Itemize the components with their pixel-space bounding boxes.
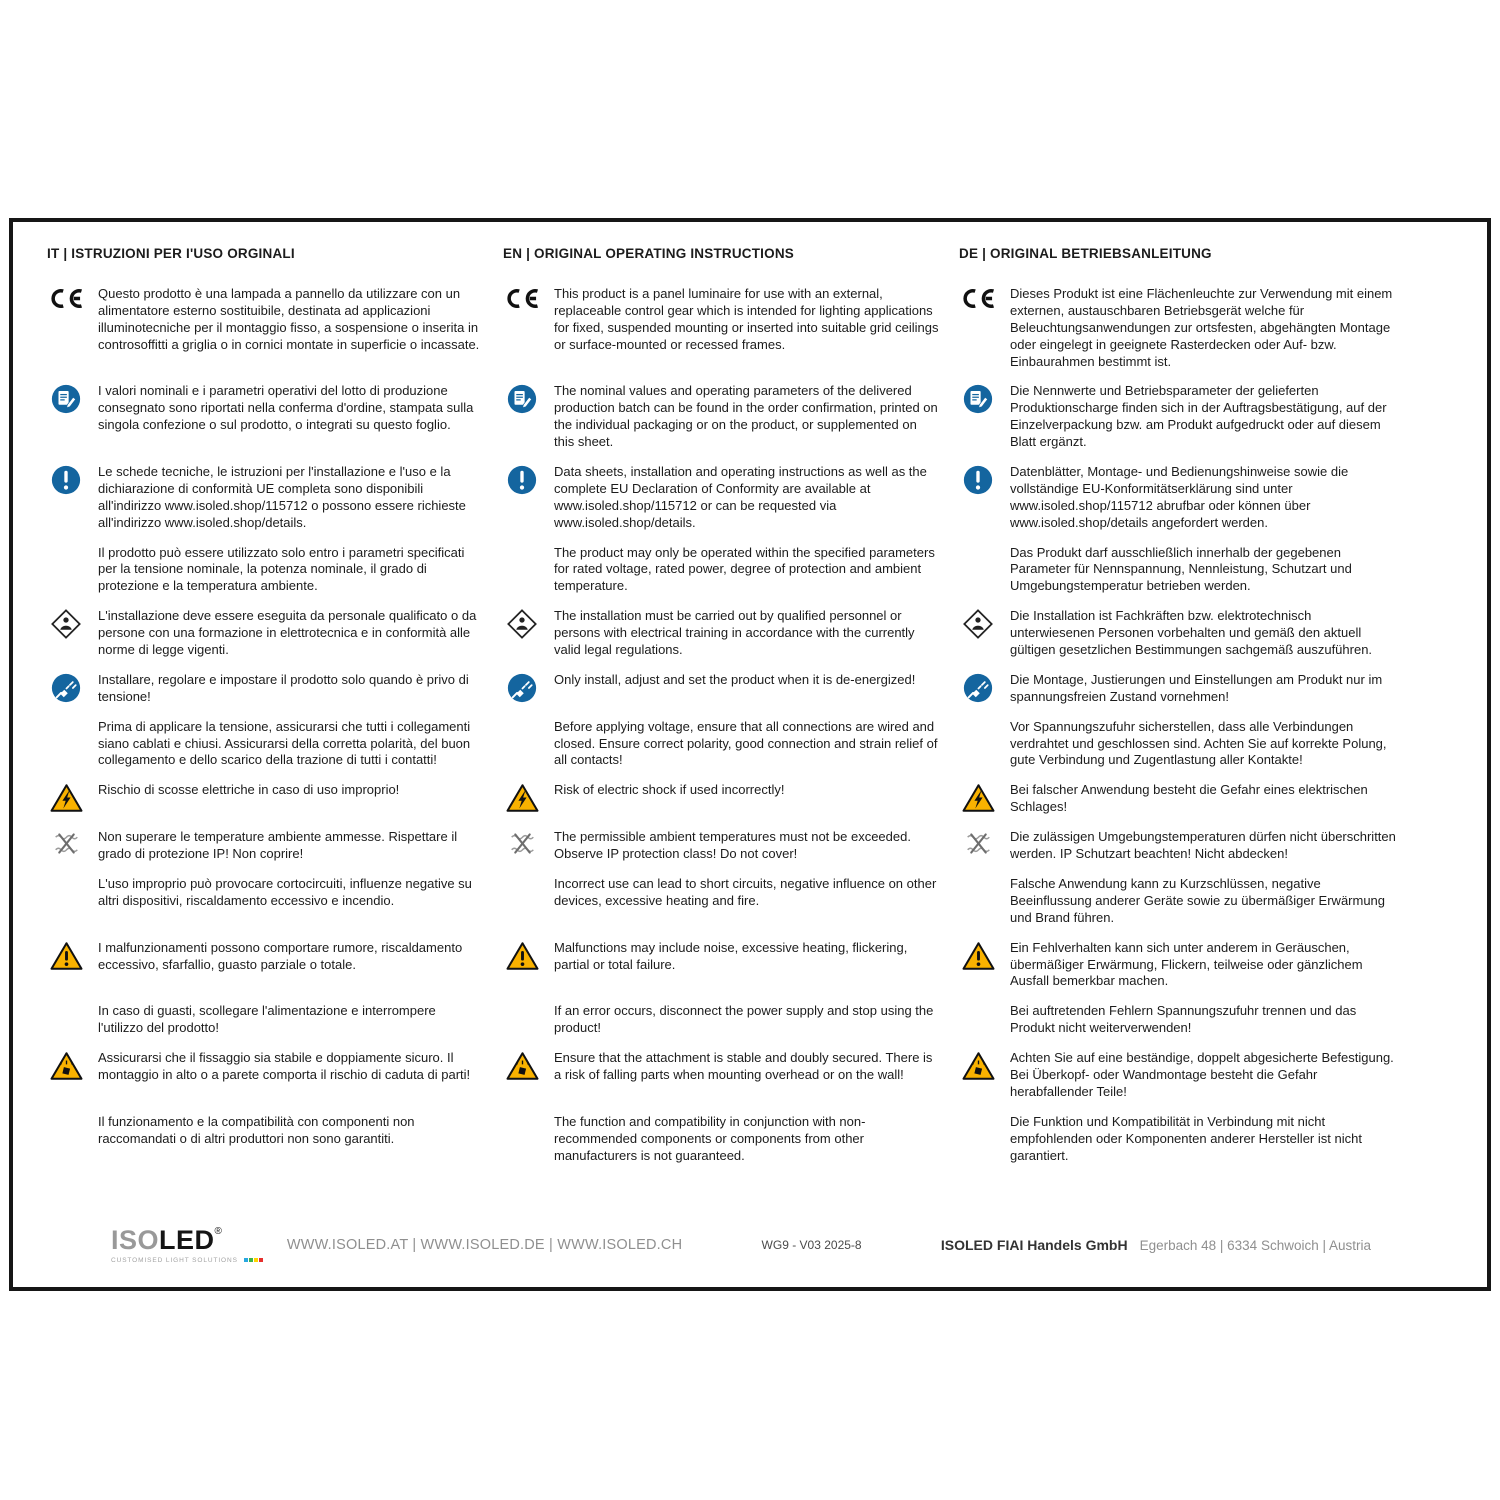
instruction-text: Incorrect use can lead to short circuits, negative influence on other devices, excessive heating and fire. xyxy=(554,875,937,908)
ce-mark-icon xyxy=(47,286,85,370)
icon-spacer xyxy=(959,719,997,770)
instruction-text: I malfunzionamenti possono comportare rumore, riscaldamento eccessivo, sfarfallio, guasto parziale o totale. xyxy=(98,939,463,972)
disconnect-power-icon xyxy=(503,672,541,706)
icon-spacer xyxy=(503,719,541,770)
logo-subline xyxy=(111,1257,263,1264)
instruction-text: L'uso improprio può provocare cortocircuiti, influenze negative su altri dispositivi, riscaldamento eccessivo e incendio. xyxy=(98,875,472,908)
company-name: ISOLED FIAI Handels GmbH xyxy=(940,1237,1128,1253)
electric-shock-warning-icon xyxy=(47,782,85,816)
icon-spacer xyxy=(503,545,541,596)
website-links: WWW.ISOLED.AT | WWW.ISOLED.DE | WWW.ISOLED.CH xyxy=(286,1237,683,1253)
instruction-text: Assicurarsi che il fissaggio sia stabile e doppiamente sicuro. Il montaggio in alto o a parete comporta il rischio di caduta di parti! xyxy=(98,1050,471,1082)
icon-spacer xyxy=(959,876,997,927)
falling-parts-warning-icon xyxy=(503,1050,541,1101)
ambient-temperature-icon xyxy=(47,829,85,863)
instruction-text: Falsche Anwendung kann zu Kurzschlüssen, negative Beeinflussung anderer Geräte sowie zu übermäßiger Erwärmung und Brand führen. xyxy=(1010,875,1386,925)
instruction-text: Das Produkt darf ausschließlich innerhalb der gegebenen Parameter für Nennspannung, Nennleistung, Schutzart und Umgebungstemperatur betrieben werden. xyxy=(1010,544,1352,594)
company-info xyxy=(941,1237,1371,1253)
electric-shock-warning-icon xyxy=(959,782,997,816)
instruction-text: Die Installation ist Fachkräften bzw. elektrotechnisch unterwiesenen Personen vorbehalten und gemäß den aktuell gültigen gesetzlichen Bestimmungen sachgemäß auszuführen. xyxy=(1010,608,1373,658)
registered-trademark-icon: ® xyxy=(214,1225,223,1237)
instruction-text: This product is a panel luminaire for use with an external, replaceable control gear which is intended for lighting applications for fixed, suspended mounting or inserted into suitable grid ceilings or surface-mounted or recessed frames. xyxy=(554,286,939,352)
instruction-text: Datenblätter, Montage- und Bedienungshinweise sowie die vollständige EU-Konformitätserklärung sind unter www.isoled.shop/115712 abrufbar oder können über www.isoled.shop/details angefordert werden. xyxy=(1010,464,1349,530)
general-warning-icon xyxy=(959,940,997,991)
icon-spacer xyxy=(959,1003,997,1037)
instruction-text: Il funzionamento e la compatibilità con componenti non raccomandati o di altri produttori non sono garantiti. xyxy=(98,1113,415,1146)
document-frame xyxy=(9,218,1491,1291)
instruction-text: Dieses Produkt ist eine Flächenleuchte zur Verwendung mit einem externen, austauschbaren Betriebsgerät welche für Beleuchtungsanwendungen zur ortsfesten, abgehängten Montage oder eingelegt in geeignete Rasterdecken oder Auf- bzw. Einbaurahmen bestimmt ist. xyxy=(1010,286,1393,369)
instruction-text: The product may only be operated within the specified parameters for rated voltage, rated power, degree of protection and ambient temperature. xyxy=(554,544,935,594)
isoled-logo xyxy=(111,1224,263,1264)
ce-mark-icon xyxy=(503,286,541,370)
icon-spacer xyxy=(959,545,997,596)
falling-parts-warning-icon xyxy=(47,1050,85,1101)
ambient-temperature-icon xyxy=(503,829,541,863)
instruction-text: Ein Fehlverhalten kann sich unter anderem in Geräuschen, übermäßiger Erwärmung, Flickern, teilweise oder gänzlichem Ausfall bemerkbar machen. xyxy=(1010,939,1363,989)
column-title-de: DE | ORIGINAL BETRIEBSANLEITUNG xyxy=(959,246,1212,261)
instruction-text: Data sheets, installation and operating instructions as well as the complete EU Declaration of Conformity are available at www.isoled.shop/115712 or can be requested via www.isoled.shop/details. xyxy=(554,464,927,530)
icon-spacer xyxy=(503,1003,541,1037)
instruction-text: The installation must be carried out by qualified personnel or persons with electrical training in accordance with the currently valid legal regulations. xyxy=(554,608,915,658)
instruction-text: In caso di guasti, scollegare l'alimentazione e interrompere l'utilizzo del prodotto! xyxy=(98,1003,436,1036)
icon-spacer xyxy=(47,719,85,770)
icon-spacer xyxy=(47,1114,85,1165)
instruction-text: Bei auftretenden Fehlern Spannungszufuhr trennen und das Produkt nicht weiterverwenden! xyxy=(1010,1003,1357,1036)
instruction-text: The function and compatibility in conjunction with non-recommended components or components from other manufacturers is not guaranteed. xyxy=(554,1113,866,1163)
instruction-text: The nominal values and operating parameters of the delivered production batch can be found in the order confirmation, printed on the individual packaging or on the product, or supplemented on this sheet. xyxy=(554,383,938,450)
disconnect-power-icon xyxy=(959,672,997,706)
instruction-text: I valori nominali e i parametri operativi del lotto di produzione consegnato sono riportati nella conferma d'ordine, stampata sulla singola confezione o sul prodotto, o integrati su questo foglio. xyxy=(98,383,474,433)
ce-mark-icon xyxy=(959,286,997,370)
icon-spacer xyxy=(47,545,85,596)
instruction-text: Prima di applicare la tensione, assicurarsi che tutti i collegamenti siano cablati e chiusi. Assicurarsi della corretta polarità, del buon collegamento e dello scarico della trazione di tutti i contatti! xyxy=(98,718,471,768)
instruction-text: L'installazione deve essere eseguita da personale qualificato o da persone con una formazione in elettrotecnica e in conformità alle norme di legge vigenti. xyxy=(98,608,477,658)
instruction-text: The permissible ambient temperatures must not be exceeded. Observe IP protection class! Do not cover! xyxy=(554,829,911,862)
logo-text-led: LED xyxy=(159,1224,215,1255)
instruction-text: Only install, adjust and set the product when it is de-energized! xyxy=(554,671,916,687)
column-title-en: EN | ORIGINAL OPERATING INSTRUCTIONS xyxy=(503,246,794,261)
instruction-text: If an error occurs, disconnect the power supply and stop using the product! xyxy=(554,1003,934,1036)
instruction-text: Risk of electric shock if used incorrectly! xyxy=(554,782,785,798)
falling-parts-warning-icon xyxy=(959,1050,997,1101)
logo-tagline: CUSTOMISED LIGHT SOLUTIONS xyxy=(111,1256,238,1264)
instruction-text: Non superare le temperature ambiente ammesse. Rispettare il grado di protezione IP! Non coprire! xyxy=(98,829,458,862)
logo-text-iso: ISO xyxy=(111,1224,160,1255)
column-title-it: IT | ISTRUZIONI PER I'USO ORGINALI xyxy=(47,246,295,261)
disconnect-power-icon xyxy=(47,672,85,706)
instruction-text: Die zulässigen Umgebungstemperaturen dürfen nicht überschritten werden. IP Schutzart beachten! Nicht abdecken! xyxy=(1010,829,1396,862)
logo-color-pixels-icon xyxy=(244,1258,263,1262)
important-information-icon xyxy=(959,464,997,532)
instruction-text: Before applying voltage, ensure that all connections are wired and closed. Ensure correct polarity, good connection and strain relief of all contacts! xyxy=(554,718,938,768)
general-warning-icon xyxy=(503,940,541,991)
important-information-icon xyxy=(503,464,541,532)
document-code: WG9 - V03 2025-8 xyxy=(761,1238,862,1252)
company-address: Egerbach 48 | 6334 Schwoich | Austria xyxy=(1139,1238,1371,1253)
instruction-text: Le schede tecniche, le istruzioni per l'installazione e l'uso e la dichiarazione di conformità UE completa sono disponibili all'indirizzo www.isoled.shop/115712 o possono essere richieste all'indirizzo www.isoled.shop/details. xyxy=(98,464,466,530)
instruction-text: Die Funktion und Kompatibilität in Verbindung mit nicht empfohlenden oder Komponenten anderer Hersteller ist nicht garantiert. xyxy=(1010,1113,1362,1163)
icon-spacer xyxy=(959,1114,997,1165)
general-warning-icon xyxy=(47,940,85,991)
logo-wordmark xyxy=(111,1224,263,1255)
instruction-text: Questo prodotto è una lampada a pannello da utilizzare con un alimentatore esterno sostituibile, destinata ad applicazioni illuminotecniche per il montaggio fisso, a sospensione o inserita in controsoffitti a griglia o in cornici montate in superficie o incassate. xyxy=(98,286,480,352)
footer xyxy=(51,1219,1449,1271)
qualified-electrician-icon xyxy=(959,608,997,659)
qualified-electrician-icon xyxy=(503,608,541,659)
instruction-text: Die Montage, Justierungen und Einstellungen am Produkt nur im spannungsfreien Zustand vornehmen! xyxy=(1010,671,1383,704)
production-batch-icon xyxy=(47,383,85,451)
icon-spacer xyxy=(47,876,85,927)
important-information-icon xyxy=(47,464,85,532)
instruction-text: Die Nennwerte und Betriebsparameter der gelieferten Produktionscharge finden sich in der Auftragsbestätigung, auf der Einzelverpackung bzw. am Produkt aufgedruckt oder auf diesem Blatt ergänzt. xyxy=(1010,383,1387,450)
instruction-text: Bei falscher Anwendung besteht die Gefahr eines elektrischen Schlages! xyxy=(1010,782,1368,815)
instruction-text: Vor Spannungszufuhr sicherstellen, dass alle Verbindungen verdrahtet und geschlossen sind. Achten Sie auf korrekte Polung, gute Verbindung und Zugentlastung aller Kontakte! xyxy=(1010,718,1387,768)
icon-spacer xyxy=(47,1003,85,1037)
production-batch-icon xyxy=(503,383,541,451)
ambient-temperature-icon xyxy=(959,829,997,863)
production-batch-icon xyxy=(959,383,997,451)
electric-shock-warning-icon xyxy=(503,782,541,816)
icon-spacer xyxy=(503,1114,541,1165)
icon-spacer xyxy=(503,876,541,927)
instruction-columns xyxy=(47,246,1459,1164)
instruction-text: Installare, regolare e impostare il prodotto solo quando è privo di tensione! xyxy=(98,671,469,704)
instruction-text: Achten Sie auf eine beständige, doppelt abgesicherte Befestigung. Bei Überkopf- oder Wandmontage besteht die Gefahr herabfallender Teile! xyxy=(1010,1050,1394,1099)
instruction-text: Rischio di scosse elettriche in caso di uso improprio! xyxy=(98,782,400,798)
instruction-text: Ensure that the attachment is stable and doubly secured. There is a risk of falling parts when mounting overhead or on the wall! xyxy=(554,1050,933,1082)
instruction-text: Malfunctions may include noise, excessive heating, flickering, partial or total failure. xyxy=(554,939,908,972)
qualified-electrician-icon xyxy=(47,608,85,659)
instruction-text: Il prodotto può essere utilizzato solo entro i parametri specificati per la tensione nominale, la potenza nominale, il grado di protezione e la temperatura ambiente. xyxy=(98,544,465,594)
